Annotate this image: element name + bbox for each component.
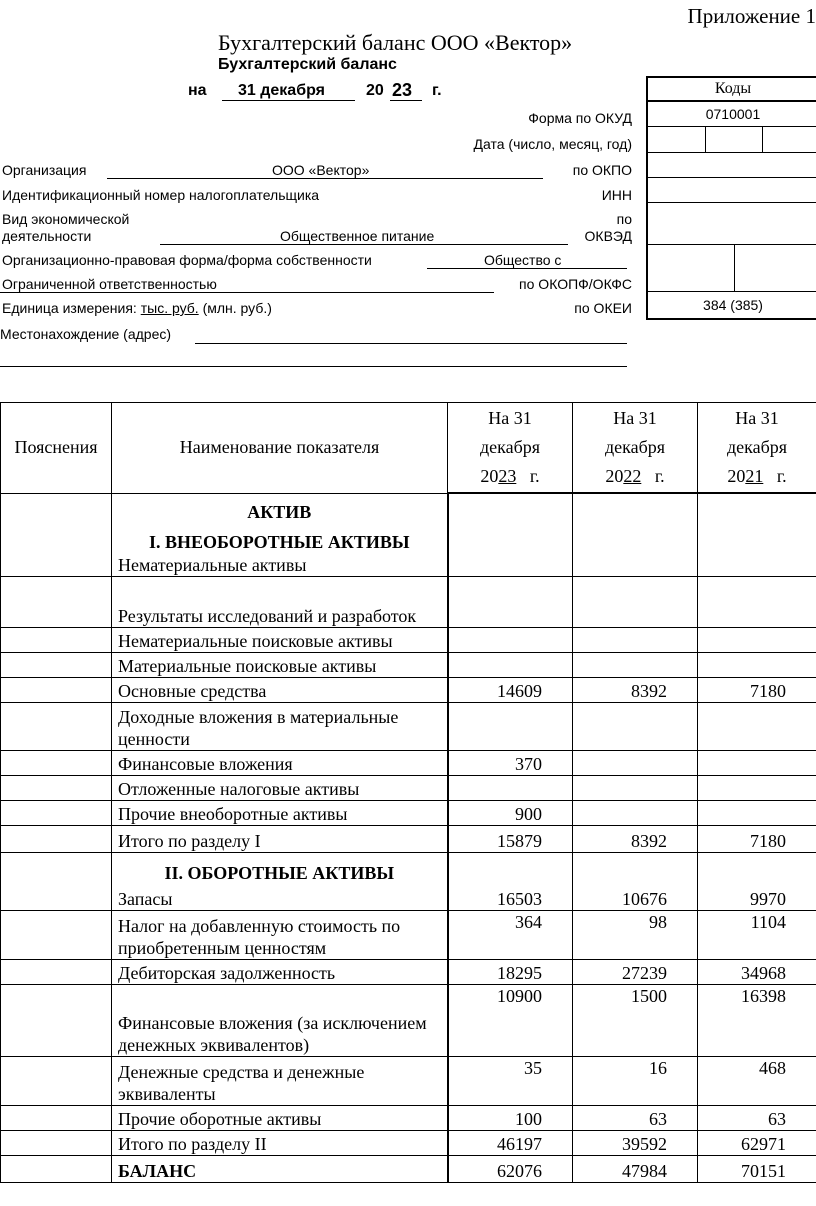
unit-value: тыс. руб. [140,300,199,316]
balance-table [0,402,816,1183]
row-name: Доходные вложения в материальные ценности [118,706,399,749]
row-value: 18295 [448,959,573,984]
header-suffix: г. [776,466,787,486]
activ-heading: АКТИВ [247,501,312,522]
row-value: 8392 [573,677,698,702]
row-name: Финансовые вложения (за исключением денежных эквивалентов) [118,1012,427,1055]
row-name-cell [112,910,448,959]
row-value: 62971 [698,1130,816,1155]
header-year: 21 [745,466,764,486]
header-notes: Пояснения [1,403,112,494]
header-prefix: 20 [480,466,499,486]
row-value: 39592 [573,1130,698,1155]
table-row [1,677,816,702]
row-value [448,652,573,677]
inn-label: Идентификационный номер налогоплательщика [2,187,320,203]
section2-heading: II. ОБОРОТНЫЕ АКТИВЫ [164,862,395,883]
row-value [448,493,573,576]
row-value [698,576,816,627]
row-name-cell [112,825,448,852]
header-prefix: 20 [727,466,746,486]
row-notes [1,1155,112,1182]
section1-heading: I. ВНЕОБОРОТНЫЕ АКТИВЫ [148,531,410,552]
row-name: Основные средства [118,680,267,701]
header-line1: На 31 [488,408,532,428]
row-notes [1,852,112,910]
header-line1: На 31 [735,408,779,428]
appendix-label: Приложение 1 [687,4,816,28]
row-value [573,750,698,775]
legal-form-value-1: Общество с [484,252,562,268]
row-value: 364 [448,910,573,959]
row-name-cell [112,1155,448,1182]
date-prefix: на [188,82,207,99]
table-row [1,852,816,910]
header-year: 22 [623,466,642,486]
row-name-cell [112,984,448,1056]
row-name-cell [112,627,448,652]
row-value [448,702,573,750]
inn-code [648,177,816,202]
row-value: 47984 [573,1155,698,1182]
row-name-cell [112,1056,448,1105]
row-name-cell [112,576,448,627]
unit-label: Единица измерения: [2,300,137,316]
okopf-label: по ОКОПФ/ОКФС [519,276,632,292]
header-year: 23 [498,466,517,486]
table-row [1,1155,816,1182]
row-value: 16 [573,1056,698,1105]
row-value: 7180 [698,825,816,852]
row-value: 10676 [573,852,698,910]
header-name: Наименование показателя [112,403,448,494]
okopf-code [648,244,816,291]
date-year: 23 [392,80,413,100]
row-value: 34968 [698,959,816,984]
header-suffix: г. [529,466,540,486]
row-name-cell [112,652,448,677]
okpo-label: по ОКПО [572,162,632,178]
row-value [448,576,573,627]
row-notes [1,627,112,652]
row-value [698,702,816,750]
document-title: Бухгалтерский баланс ООО «Вектор» [218,30,573,55]
row-notes [1,1056,112,1105]
row-notes [1,652,112,677]
row-value [698,775,816,800]
okved-label-1: по [616,211,632,227]
table-row [1,493,816,576]
row-name: Отложенные налоговые активы [118,778,360,799]
row-notes [1,825,112,852]
header-suffix: г. [654,466,665,486]
row-value [573,800,698,825]
row-value [698,750,816,775]
codes-header: Коды [714,80,752,97]
org-value: ООО «Вектор» [272,162,370,178]
okei-code: 384 (385) [648,291,816,320]
form-subtitle: Бухгалтерский баланс [218,56,397,73]
table-row [1,652,816,677]
org-label: Организация [2,162,87,178]
header-prefix: 20 [605,466,624,486]
row-name-cell [112,959,448,984]
row-name: Прочие внеоборотные активы [118,803,348,824]
row-value: 7180 [698,677,816,702]
date-day-month: 31 декабря [238,82,325,99]
unit-line [2,300,272,316]
row-notes [1,702,112,750]
table-row [1,1130,816,1155]
row-value [573,493,698,576]
row-name-cell [112,1130,448,1155]
row-name-cell [112,702,448,750]
row-value [573,702,698,750]
okved-code [648,202,816,244]
header-line2: декабря [604,437,666,457]
row-name: Материальные поисковые активы [118,655,377,676]
row-notes [1,800,112,825]
row-value: 63 [573,1105,698,1130]
row-name-cell [112,800,448,825]
row-value: 63 [698,1105,816,1130]
header-period [573,403,698,494]
row-notes [1,959,112,984]
row-value [448,627,573,652]
row-value: 46197 [448,1130,573,1155]
table-row [1,775,816,800]
row-name-cell [112,852,448,910]
row-name: Нематериальные активы [118,554,307,575]
row-name: Налог на добавленную стоимость по приобретенным ценностям [118,915,401,958]
row-value: 100 [448,1105,573,1130]
row-name: Финансовые вложения [118,753,293,774]
row-value: 35 [448,1056,573,1105]
row-notes [1,576,112,627]
okei-label: по ОКЕИ [574,300,632,316]
row-value: 16503 [448,852,573,910]
row-name: Денежные средства и денежные эквиваленты [118,1061,365,1104]
date-code-cells [648,126,816,152]
header-line2: декабря [479,437,541,457]
row-notes [1,775,112,800]
date-suffix: г. [432,82,442,99]
unit-alt: (млн. руб.) [202,300,272,316]
header-period [448,403,573,494]
row-value: 9970 [698,852,816,910]
row-value [573,775,698,800]
table-row [1,825,816,852]
row-notes [1,1130,112,1155]
row-name-cell [112,493,448,576]
header-line1: На 31 [613,408,657,428]
row-value [698,627,816,652]
row-value: 1500 [573,984,698,1056]
table-row [1,627,816,652]
activity-label-2: деятельности [2,228,92,244]
row-notes [1,984,112,1056]
row-value: 15879 [448,825,573,852]
row-value [698,800,816,825]
row-value: 14609 [448,677,573,702]
okud-label: Форма по ОКУД [528,110,632,126]
date-label: Дата (число, месяц, год) [473,136,632,152]
row-name: БАЛАНС [118,1160,197,1181]
row-notes [1,677,112,702]
row-value [698,493,816,576]
table-row [1,984,816,1056]
header-line2: декабря [726,437,788,457]
okpo-code [648,152,816,177]
codes-box [646,76,816,320]
row-notes [1,910,112,959]
address-label: Местонахождение (адрес) [0,326,172,342]
row-value: 900 [448,800,573,825]
row-name: Запасы [118,888,173,909]
inn-short-label: ИНН [601,187,632,203]
activity-label-1: Вид экономической [2,211,130,227]
okved-label-2: ОКВЭД [584,228,632,244]
row-value [573,576,698,627]
table-row [1,800,816,825]
row-notes [1,493,112,576]
row-name-cell [112,1105,448,1130]
header-period [698,403,816,494]
row-value: 10900 [448,984,573,1056]
table-row [1,1056,816,1105]
row-value [573,627,698,652]
row-name-cell [112,677,448,702]
row-name: Прочие оборотные активы [118,1108,322,1129]
row-value: 27239 [573,959,698,984]
row-name: Итого по разделу I [118,830,261,851]
row-name: Итого по разделу II [118,1133,267,1154]
row-value: 468 [698,1056,816,1105]
row-value [698,652,816,677]
row-value: 370 [448,750,573,775]
row-value [448,775,573,800]
row-value: 16398 [698,984,816,1056]
row-name-cell [112,775,448,800]
row-notes [1,1105,112,1130]
table-row [1,702,816,750]
legal-form-value-2: Ограниченной ответственностью [2,276,217,292]
okud-code: 0710001 [648,100,816,126]
table-row [1,910,816,959]
row-value: 1104 [698,910,816,959]
row-name: Результаты исследований и разработок [118,605,417,626]
row-value: 8392 [573,825,698,852]
activity-value: Общественное питание [280,228,435,244]
row-value [573,652,698,677]
table-row [1,750,816,775]
row-name: Нематериальные поисковые активы [118,630,393,651]
table-row [1,959,816,984]
row-value: 70151 [698,1155,816,1182]
row-name: Дебиторская задолженность [118,962,336,983]
legal-form-label: Организационно-правовая форма/форма собственности [2,252,372,268]
row-notes [1,750,112,775]
row-value: 62076 [448,1155,573,1182]
date-year-prefix: 20 [366,82,384,99]
table-row [1,1105,816,1130]
row-name-cell [112,750,448,775]
row-value: 98 [573,910,698,959]
table-row [1,576,816,627]
